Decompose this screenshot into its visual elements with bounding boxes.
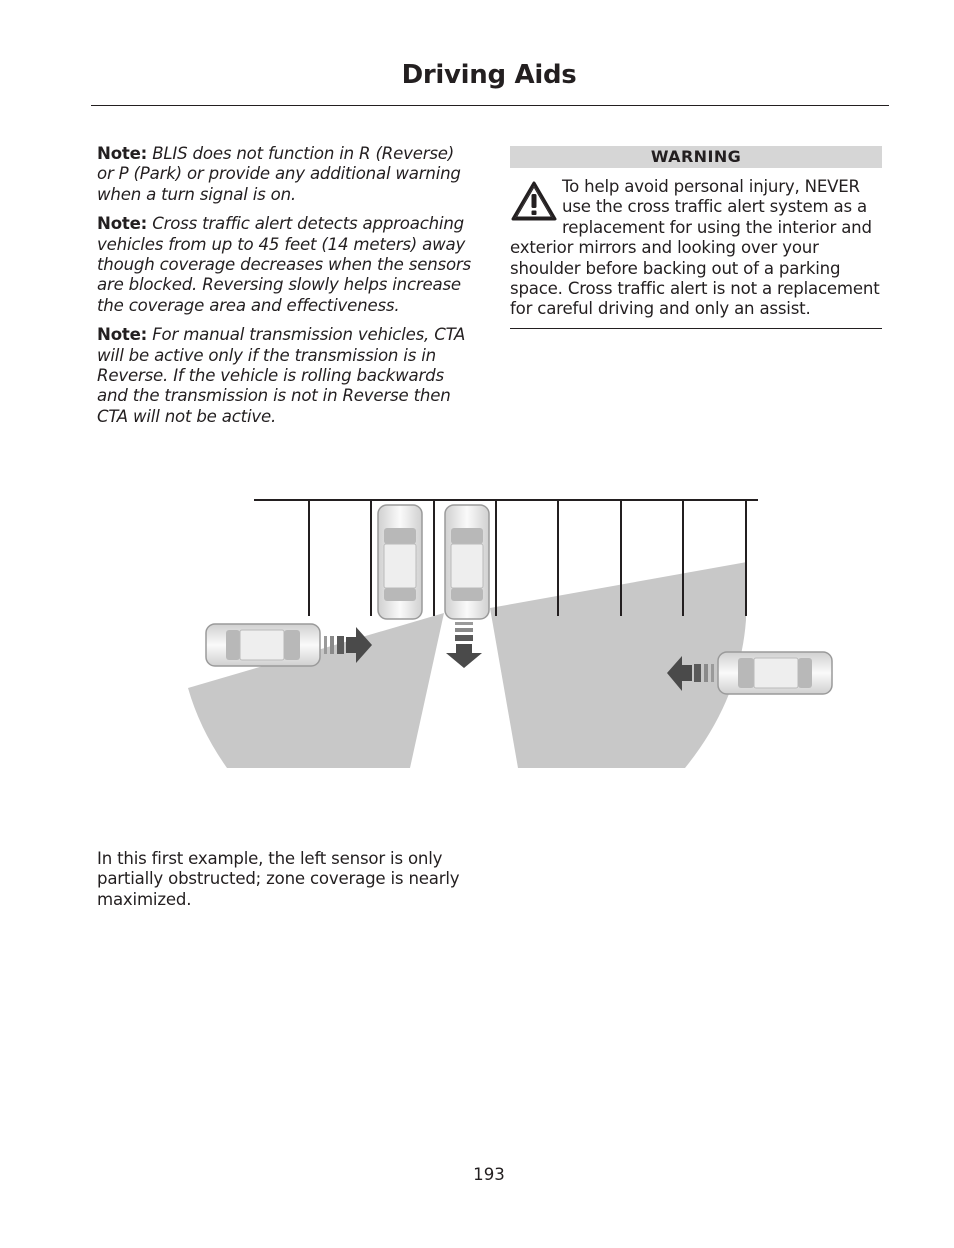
warning-text: To help avoid personal injury, NEVER use the cross traffic alert system as a replacement for using the interior and exterior mirrors and looking over your shoulder before backing out of a parking space. Cross traffic alert is not a replacement for careful driving and only an assist.	[510, 177, 880, 319]
right-sensor-zone	[490, 562, 747, 768]
warning-heading: WARNING	[510, 146, 882, 168]
approaching-car-icon	[718, 652, 832, 694]
direction-arrow-icon	[446, 622, 482, 668]
note-text: For manual transmission vehicles, CTA will be active only if the transmission is in Reverse. If the vehicle is rolling backwards and the transmission is not in Reverse then CTA will not be active.	[97, 325, 466, 426]
warning-box	[510, 146, 882, 329]
page-number: 193	[473, 1165, 505, 1184]
note-cross-traffic-range	[97, 214, 475, 316]
note-label: Note:	[97, 144, 148, 163]
note-text: Cross traffic alert detects approaching vehicles from up to 45 feet (14 meters) away though coverage decreases when the sensors are blocked. Reversing slowly helps increase the coverage area and effectiveness.	[97, 214, 472, 315]
note-label: Note:	[97, 214, 148, 234]
page-title: Driving Aids	[401, 60, 577, 90]
parked-car-icon	[378, 505, 422, 619]
note-manual-transmission	[97, 325, 475, 427]
warning-body	[510, 177, 882, 320]
notes-column	[97, 144, 475, 436]
title-divider	[91, 105, 889, 106]
cross-traffic-diagram	[180, 490, 840, 780]
note-text: BLIS does not function in R (Reverse) or P (Park) or provide any additional warning when a turn signal is on.	[97, 144, 461, 204]
approaching-car-icon	[206, 624, 320, 666]
note-blis	[97, 144, 475, 205]
note-label: Note:	[97, 325, 148, 345]
parking-lines	[254, 500, 758, 616]
reversing-car-icon	[445, 505, 489, 619]
warning-divider	[510, 328, 882, 329]
warning-triangle-icon	[510, 180, 558, 222]
diagram-caption: In this first example, the left sensor is only partially obstructed; zone coverage is nearly maximized.	[97, 849, 460, 909]
